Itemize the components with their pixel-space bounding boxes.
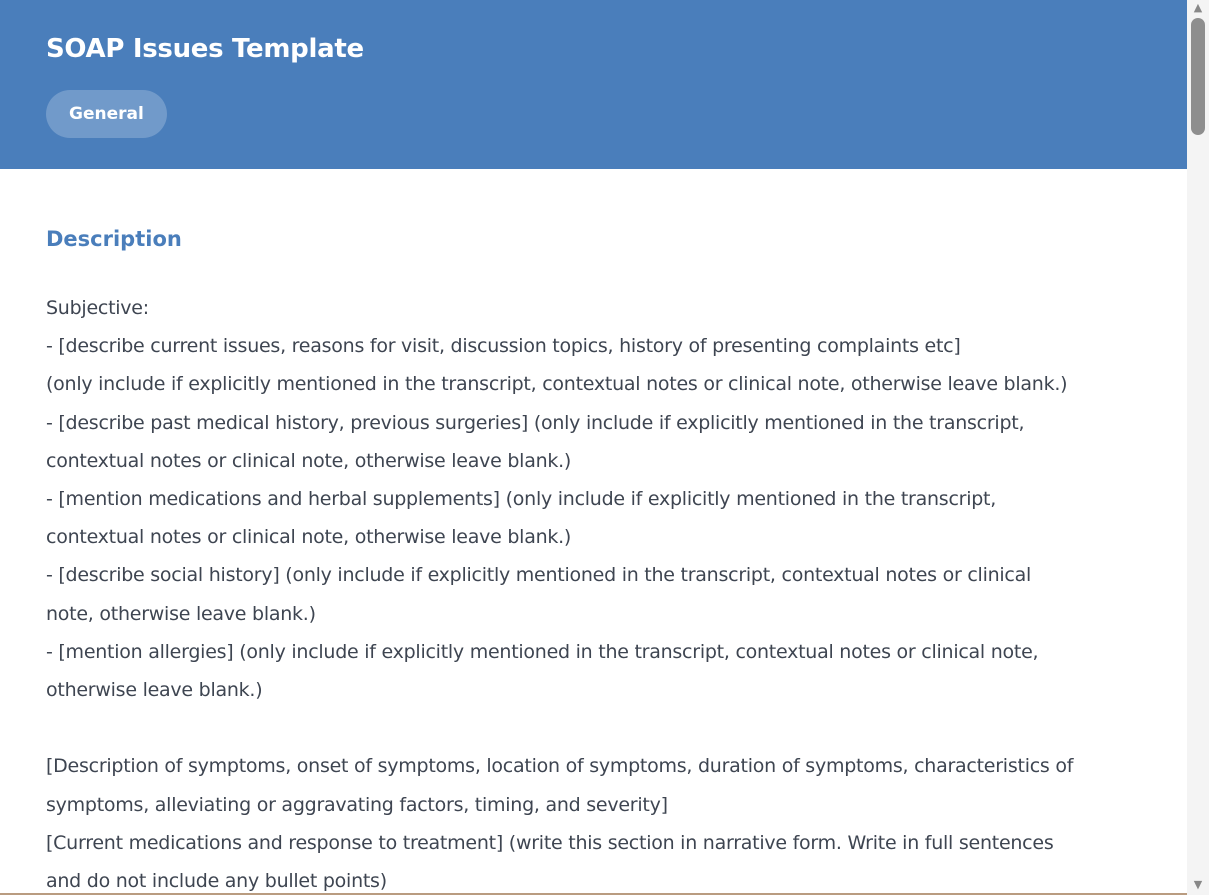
- template-body: [0, 169, 1187, 895]
- description-line: otherwise leave blank.): [46, 679, 263, 702]
- description-line: - [mention allergies] (only include if explicitly mentioned in the transcript, contextual notes or clinical note,: [46, 640, 1039, 663]
- description-line: contextual notes or clinical note, otherwise leave blank.): [46, 526, 572, 549]
- description-blank-line: [46, 709, 1141, 747]
- template-header: [0, 0, 1187, 169]
- description-line: - [describe past medical history, previous surgeries] (only include if explicitly mentioned in the transcript,: [46, 411, 1025, 434]
- description-line: and do not include any bullet points): [46, 870, 387, 893]
- description-line: [Description of symptoms, onset of symptoms, location of symptoms, duration of symptoms, characteristics of: [46, 755, 1074, 778]
- description-line: - [mention medications and herbal supplements] (only include if explicitly mentioned in the transcript,: [46, 488, 997, 511]
- description-line: note, otherwise leave blank.): [46, 602, 316, 625]
- description-line: - [describe social history] (only include if explicitly mentioned in the transcript, contextual notes or clinical: [46, 564, 1032, 587]
- scrollbar-thumb[interactable]: [1191, 18, 1205, 135]
- description-line: [Current medications and response to treatment] (write this section in narrative form. Write in full sentences: [46, 831, 1054, 854]
- description-line: - [describe current issues, reasons for visit, discussion topics, history of presenting complaints etc]: [46, 335, 961, 358]
- vertical-scrollbar[interactable]: [1187, 0, 1209, 895]
- description-text: [46, 289, 1141, 895]
- template-title: SOAP Issues Template: [46, 34, 364, 64]
- description-line: contextual notes or clinical note, otherwise leave blank.): [46, 449, 572, 472]
- description-line: (only include if explicitly mentioned in the transcript, contextual notes or clinical note, otherwise leave blank.): [46, 373, 1068, 396]
- description-heading: Description: [46, 227, 182, 251]
- description-line: symptoms, alleviating or aggravating factors, timing, and severity]: [46, 793, 668, 816]
- category-badge: General: [46, 90, 167, 138]
- scroll-up-arrow-icon[interactable]: ▲: [1193, 1, 1203, 14]
- description-line: Subjective:: [46, 297, 149, 319]
- scroll-down-arrow-icon[interactable]: ▼: [1193, 878, 1203, 891]
